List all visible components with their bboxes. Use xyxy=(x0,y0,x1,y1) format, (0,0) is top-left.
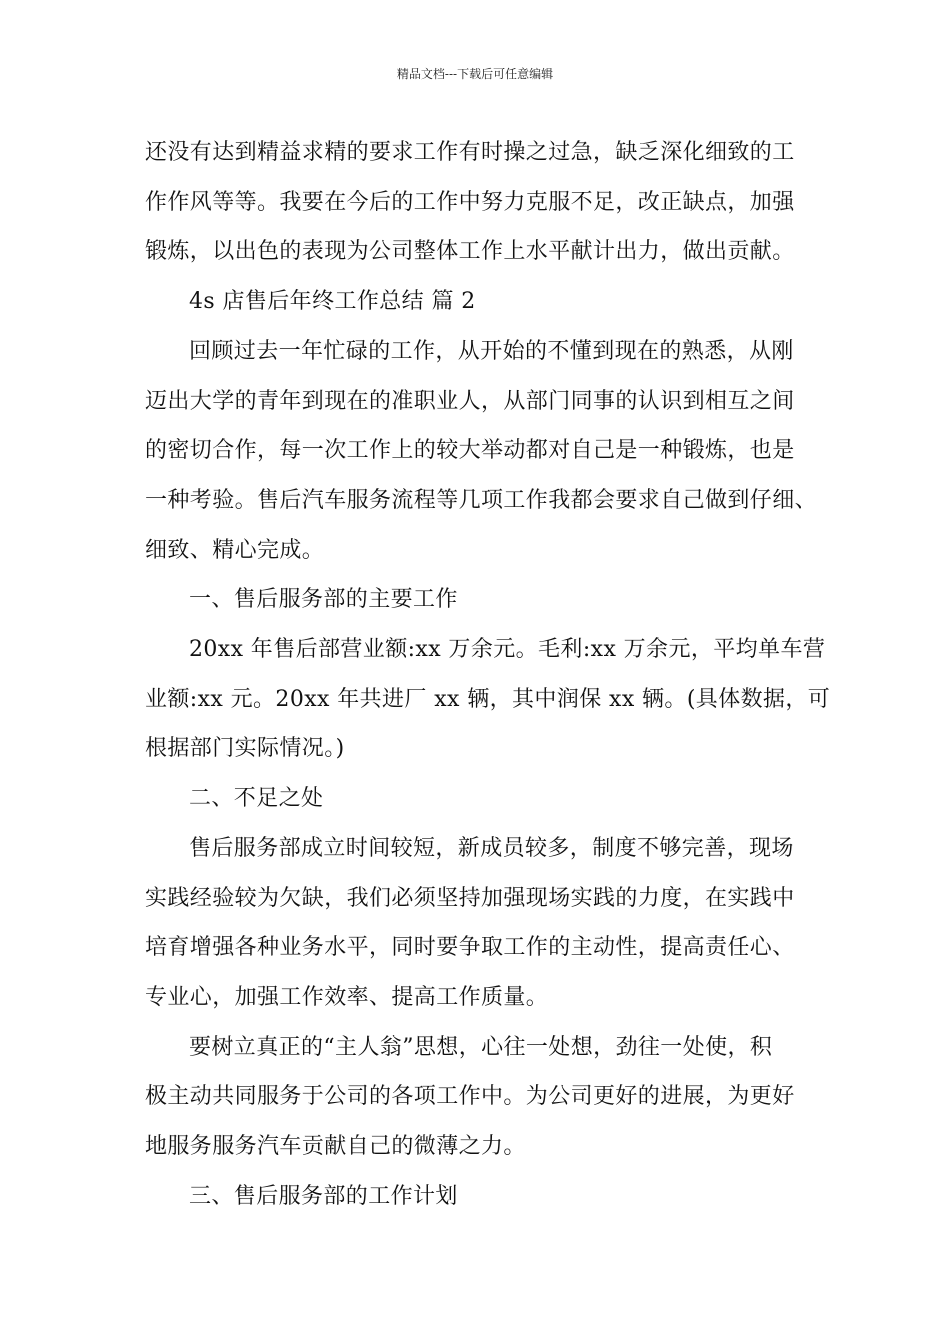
text-line: 一种考验。售后汽车服务流程等几项工作我都会要求自己做到仔细、 xyxy=(145,487,818,513)
text-line: 要树立真正的“主人翁”思想，心往一处想，劲往一处使，积 xyxy=(189,1034,773,1060)
text-line: 细致、精心完成。 xyxy=(145,537,325,563)
text-line: 还没有达到精益求精的要求工作有时操之过急，缺乏深化细致的工 xyxy=(145,140,795,165)
document-body xyxy=(145,128,831,1221)
text-line: 一、售后服务部的主要工作 xyxy=(189,587,458,613)
text-line: 20xx 年售后部营业额:xx 万余元。毛利:xx 万余元，平均单车营 xyxy=(189,637,826,663)
text-line: 4s 店售后年终工作总结 篇 2 xyxy=(189,289,476,315)
text-line: 三、售后服务部的工作计划 xyxy=(189,1183,458,1209)
text-line: 回顾过去一年忙碌的工作，从开始的不懂到现在的熟悉，从刚 xyxy=(189,338,794,364)
text-line: 实践经验较为欠缺，我们必须坚持加强现场实践的力度，在实践中 xyxy=(145,885,795,911)
text-line: 的密切合作，每一次工作上的较大举动都对自己是一种锻炼，也是 xyxy=(145,438,795,464)
text-line: 专业心，加强工作效率、提高工作质量。 xyxy=(145,984,549,1010)
text-line: 锻炼，以出色的表现为公司整体工作上水平献计出力，做出贡献。 xyxy=(145,239,795,265)
text-line: 迈出大学的青年到现在的准职业人，从部门同事的认识到相互之间 xyxy=(145,388,795,414)
text-line: 根据部门实际情况。) xyxy=(145,736,345,762)
page-header: 精品文档---下载后可任意编辑 xyxy=(396,67,554,81)
text-line: 业额:xx 元。20xx 年共进厂 xx 辆，其中润保 xx 辆。(具体数据，可 xyxy=(145,686,831,712)
text-line: 作作风等等。我要在今后的工作中努力克服不足，改正缺点，加强 xyxy=(145,189,795,215)
text-line: 极主动共同服务于公司的各项工作中。为公司更好的进展，为更好 xyxy=(145,1084,795,1110)
text-line: 二、不足之处 xyxy=(189,786,324,812)
text-line: 培育增强各种业务水平，同时要争取工作的主动性，提高责任心、 xyxy=(145,935,795,961)
text-line: 售后服务部成立时间较短，新成员较多，制度不够完善，现场 xyxy=(189,835,794,861)
text-line: 地服务服务汽车贡献自己的微薄之力。 xyxy=(145,1134,526,1160)
